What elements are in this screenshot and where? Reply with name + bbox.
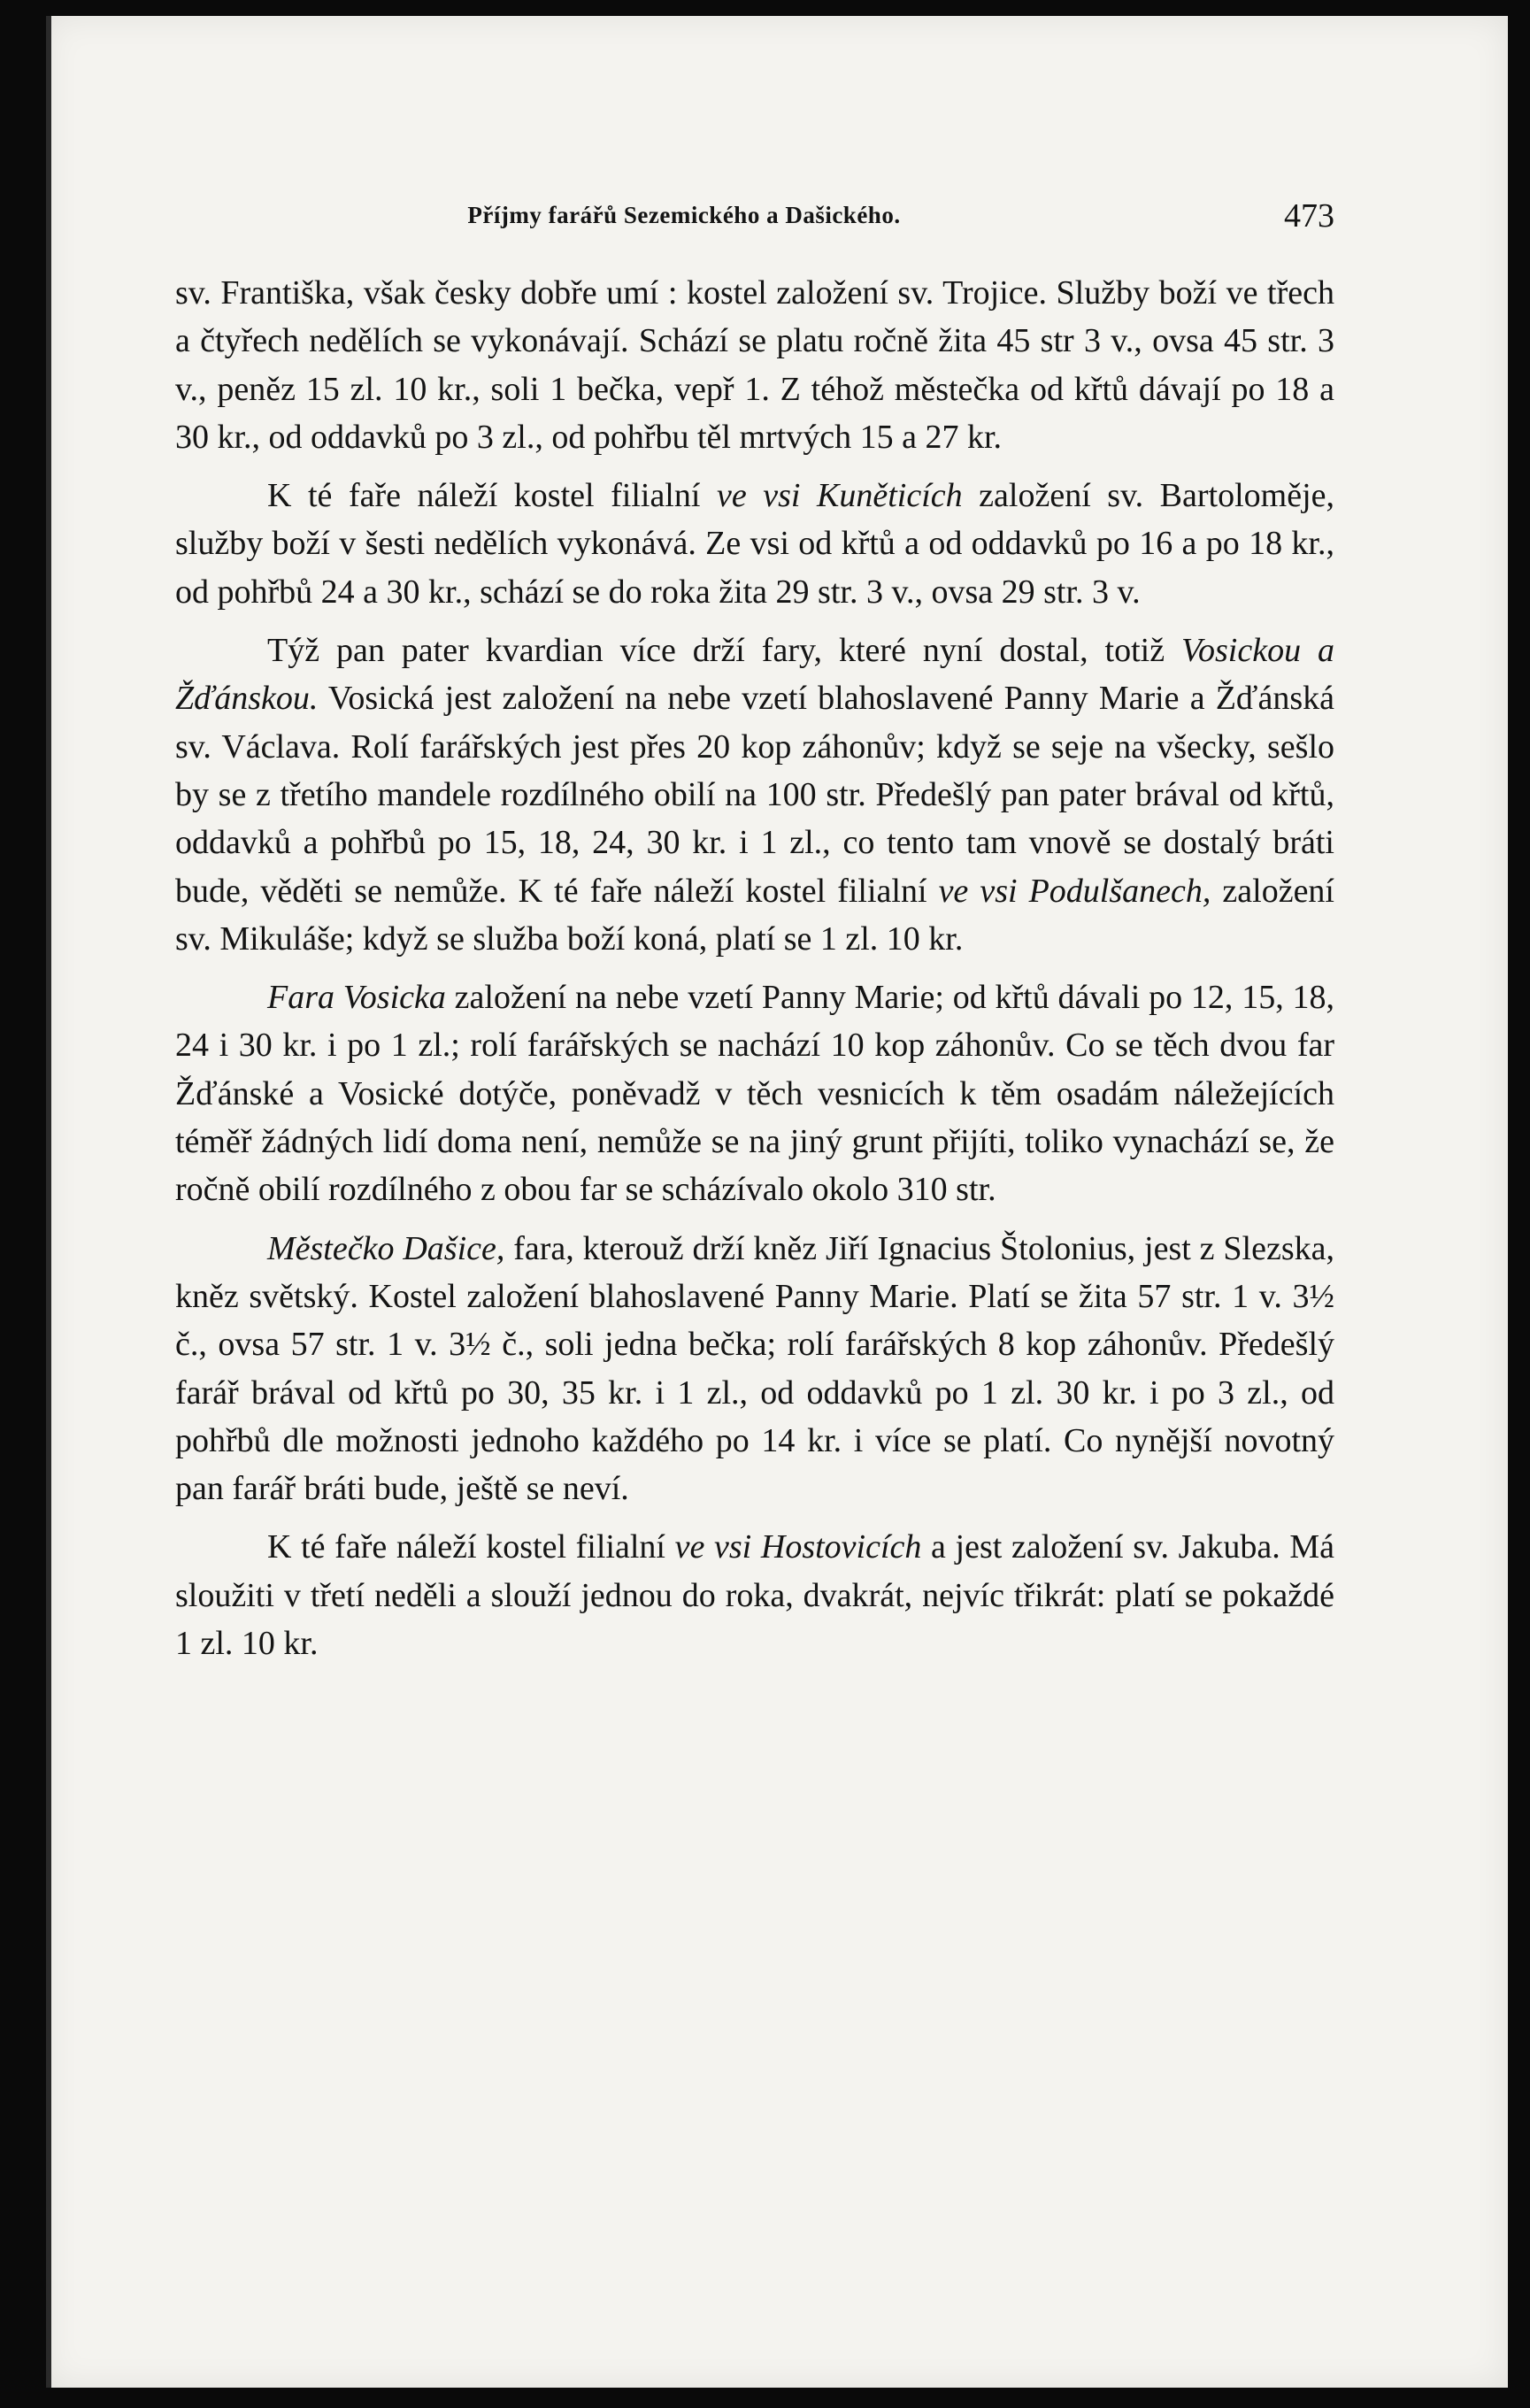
text-segment: založení na nebe vzetí Panny Marie; od křtů dávali po 12, 15, 18, 24 i 30 kr. i po 1 zl.; rolí farářských se nachází 10 kop záhonův. Co se těch dvou far Žďánské a Vosické dotýče, poněvadž v těch vesnicích k těm osadám náležejících téměř žádných lidí doma není, nemůže se na jiný grunt přijíti, toliko vynachází se, že ročně obilí rozdílného z obou far se scházívalo okolo 310 str. [175,979,1334,1209]
italic-place-name: ve vsi Kuněticích [716,477,963,515]
text-segment: K té faře náleží kostel filialní [267,477,717,515]
text-segment: K té faře náleží kostel filialní [267,1528,675,1566]
paragraph-5 [175,1225,1334,1513]
text-segment: založení sv. Bartoloměje, služby boží v šesti nedělích vykonává. Ze vsi od křtů a od oddavků po 16 a po 18 kr., od pohřbů 24 a 30 kr., schází se do roka žita 29 str. 3 v., ovsa 29 str. 3 v. [175,477,1335,611]
page-number: 473 [1284,197,1334,235]
book-page [46,16,1508,2388]
italic-place-name: Vosickou a Žďánskou. [175,632,1335,718]
text-segment: fara, kterouž drží kněz Jiří Ignacius Štolonius, jest z Slezska, kněz světský. Kostel založení blahoslavené Panny Marie. Platí se žita 57 str. 1 v. 3½ č., ovsa 57 str. 1 v. 3½ č., soli jedna bečka; rolí farářských 8 kop záhonův. Předešlý farář brával od křtů po 30, 35 kr. i 1 zl., od oddavků po 1 zl. 30 kr. i po 3 zl., od pohřbů dle možnosti jednoho každého po 14 kr. i více se platí. Co nynější novotný pan farář bráti bude, ještě se neví. [175,1229,1334,1508]
text-segment: a jest založení sv. Jakuba. Má sloužiti v třetí neděli a slouží jednou do roka, dvakrát, nejvíc třikrát: platí se pokaždé 1 zl. 10 kr. [175,1528,1334,1663]
page-edge [46,16,51,2388]
paragraph-6 [175,1523,1334,1667]
paragraph-1 [175,269,1334,461]
paragraph-3 [175,627,1334,963]
italic-place-name: Městečko Dašice, [267,1229,505,1267]
text-segment: založení sv. Mikuláše; když se služba boží koná, platí se 1 zl. 10 kr. [175,872,1334,958]
italic-place-name: ve vsi Hostovicích [674,1528,922,1566]
running-head [175,193,1334,237]
text-segment: sv. Františka, však česky dobře umí : kostel založení sv. Trojice. Služby boží ve třech a čtyřech nedělích se vykonávají. Schází se platu ročně žita 45 str 3 v., ovsa 45 str. 3 v., peněz 15 zl. 10 kr., soli 1 bečka, vepř 1. Z téhož městečka od křtů dávají po 18 a 30 kr., od oddavků po 3 zl., od pohřbu těl mrtvých 15 a 27 kr. [175,274,1334,456]
italic-place-name: Fara Vosicka [267,979,446,1017]
paragraph-4 [175,973,1334,1213]
italic-place-name: ve vsi Podulšanech, [938,872,1211,910]
text-segment: Vosická jest založení na nebe vzetí blahoslavené Panny Marie a Žďánská sv. Václava. Rolí farářských jest přes 20 kop záhonův; když se seje na všecky, sešlo by se z třetího mandele rozdílného obilí na 100 str. Předešlý pan pater brával od křtů, oddavků a pohřbů po 15, 18, 24, 30 kr. i 1 zl., co tento tam vnově se dostalý bráti bude, věděti se nemůže. K té faře náleží kostel filialní [175,680,1334,910]
text-segment: Týž pan pater kvardian více drží fary, které nyní dostal, totiž [267,632,1181,670]
paragraph-2 [175,472,1334,616]
running-title: Příjmy farářů Sezemického a Dašického. [467,202,901,228]
body-text [175,269,1334,1667]
